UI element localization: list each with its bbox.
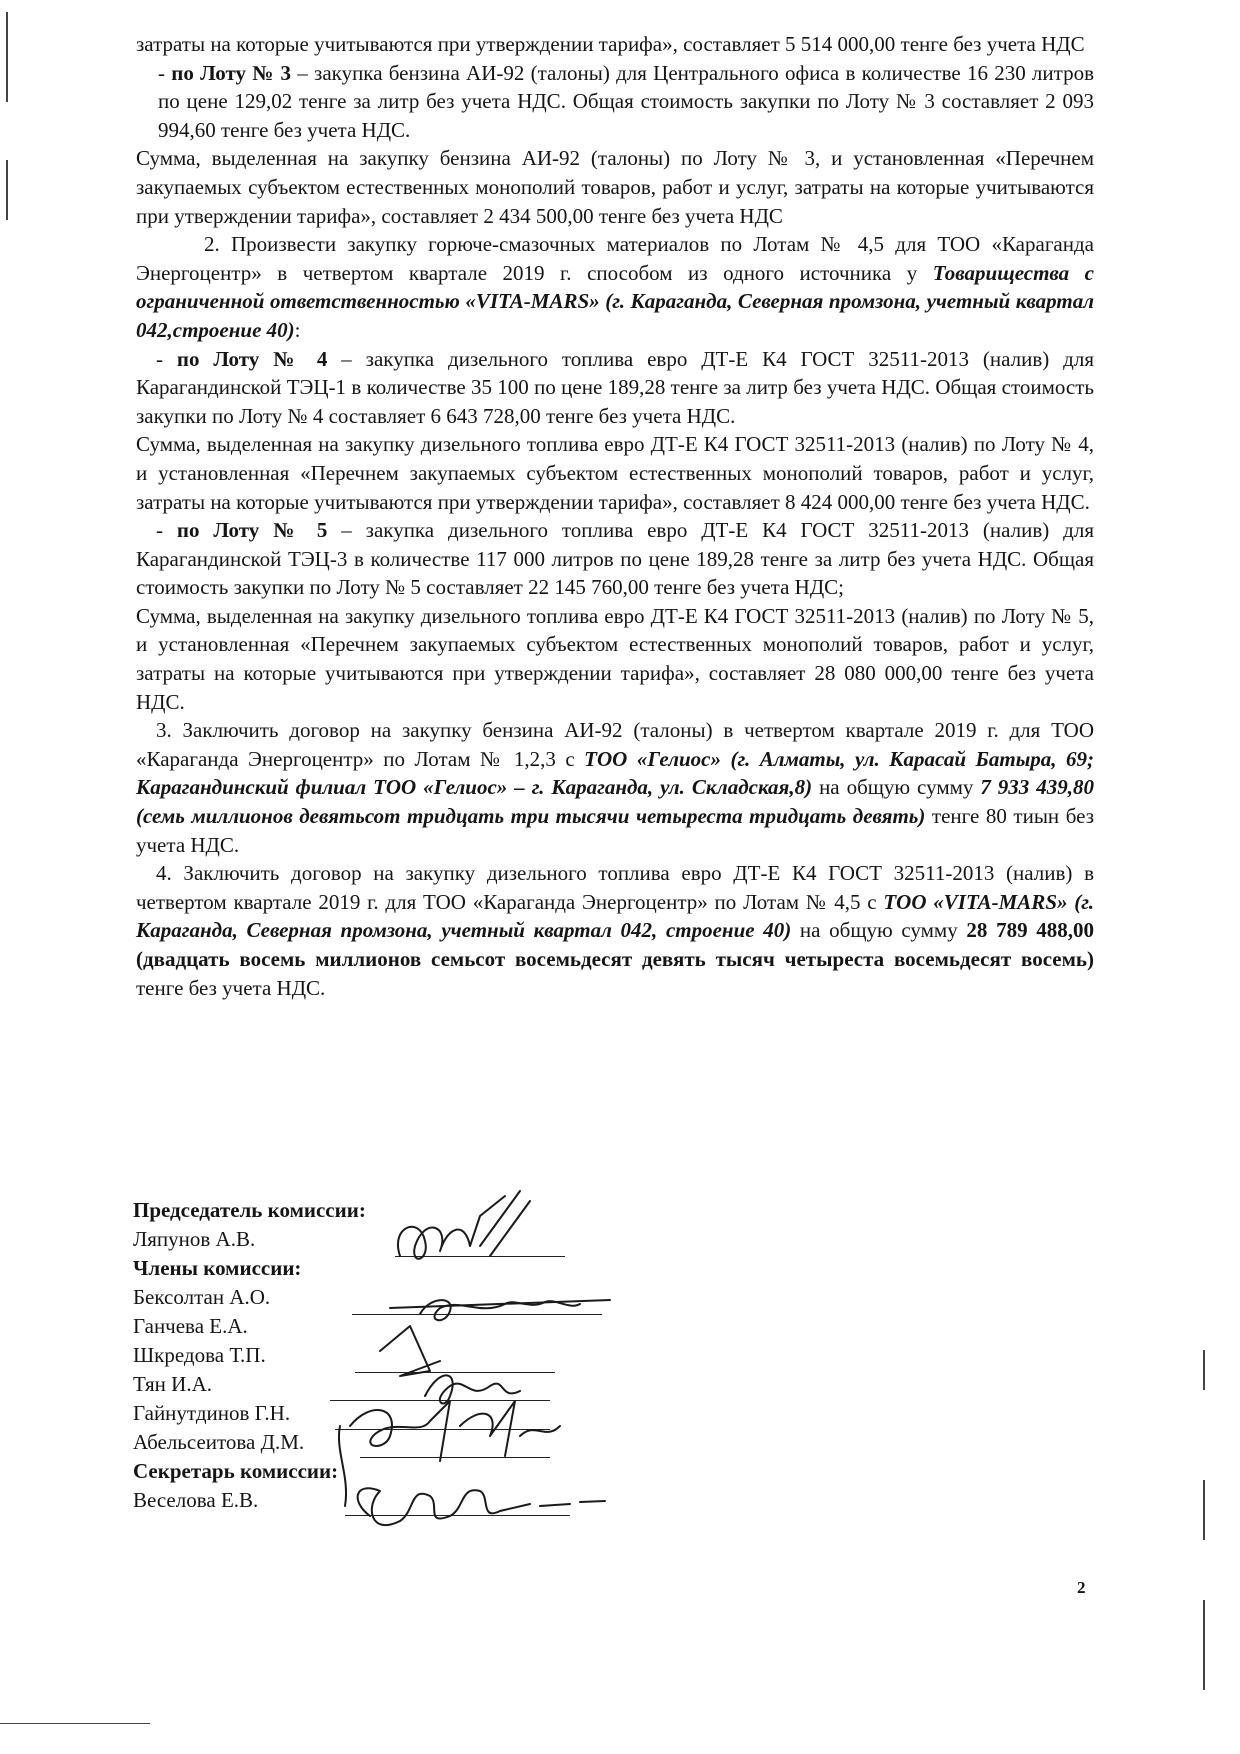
chairman-title: Председатель комиссии:	[133, 1198, 366, 1222]
page-number: 2	[1077, 1578, 1086, 1597]
paragraph-1: затраты на которые учитываются при утверждении тарифа», составляет 5 514 000,00 тенге без учета НДС	[136, 32, 1085, 56]
paragraph-item-4: 4. Заключить договор на закупку дизельного топлива евро ДТ-Е К4 ГОСТ 32511-2013 (налив) в четвертом квартале 2019 г. для ТОО «Караганда Энергоцентр» по Лотам № 4,5 с ТОО «VITA-MARS» (г. Караганда, Северная промзона, учетный квартал 042, строение 40) на общую сумму 28 789 488,00 (двадцать восемь миллионов семьсот восемьдесят девять тысяч четыреста восемьдесят восемь) тенге без учета НДС.	[136, 861, 1094, 1000]
secretary-name: Веселова Е.В.	[133, 1488, 259, 1512]
paragraph-item-2: 2. Произвести закупку горюче-смазочных материалов по Лотам № 4,5 для ТОО «Караганда Энергоцентр» в четвертом квартале 2019 г. способом из одного источника у Товарищества с ограниченной ответственностью «VITA-MARS» (г. Караганда, Северная промзона, учетный квартал 042,строение 40):	[136, 232, 1094, 342]
handwritten-signatures	[330, 1186, 630, 1546]
member-name: Ганчева Е.А.	[133, 1314, 248, 1338]
member-name: Шкредова Т.П.	[133, 1343, 266, 1367]
paragraph-lot-5-sum: Сумма, выделенная на закупку дизельного топлива евро ДТ-Е К4 ГОСТ 32511-2013 (налив) по Лоту № 5, и установленная «Перечнем закупаемых субъектом естественных монополий товаров, работ и услуг, затраты на которые учитываются при утверждении тарифа», составляет 28 080 000,00 тенге без учета НДС.	[136, 603, 1094, 714]
member-name: Тян И.А.	[133, 1372, 213, 1396]
body-text	[136, 30, 1094, 1002]
paragraph-lot-4-sum: Сумма, выделенная на закупку дизельного топлива евро ДТ-Е К4 ГОСТ 32511-2013 (налив) по Лоту № 4, и установленная «Перечнем закупаемых субъектом естественных монополий товаров, работ и услуг, затраты на которые учитываются при утверждении тарифа», составляет 8 424 000,00 тенге без учета НДС.	[136, 432, 1094, 514]
chairman-name: Ляпунов А.В.	[133, 1227, 256, 1251]
secretary-title: Секретарь комиссии:	[133, 1459, 339, 1483]
members-title: Члены комиссии:	[133, 1256, 302, 1280]
member-name: Гайнутдинов Г.Н.	[133, 1401, 291, 1425]
member-name: Бексолтан А.О.	[133, 1285, 271, 1309]
paragraph-lot-3: - по Лоту № 3 – закупка бензина АИ-92 (талоны) для Центрального офиса в количестве 16 230 литров по цене 129,02 тенге за литр без учета НДС. Общая стоимость закупки по Лоту № 3 составляет 2 093 994,60 тенге без учета НДС.	[158, 60, 1095, 142]
paragraph-lot-4: - по Лоту № 4 – закупка дизельного топлива евро ДТ-Е К4 ГОСТ 32511-2013 (налив) для Карагандинской ТЭЦ-1 в количестве 35 100 по цене 189,28 тенге за литр без учета НДС. Общая стоимость закупки по Лоту № 4 составляет 6 643 728,00 тенге без учета НДС.	[136, 346, 1094, 428]
paragraph-item-3: 3. Заключить договор на закупку бензина АИ-92 (талоны) в четвертом квартале 2019 г. для ТОО «Караганда Энергоцентр» по Лотам № 1,2,3 с ТОО «Гелиос» (г. Алматы, ул. Карасай Батыра, 69; Карагандинский филиал ТОО «Гелиос» – г. Караганда, ул. Складская,8) на общую сумму 7 933 439,80 (семь миллионов девятьсот тридцать три тысячи четыреста тридцать девять) тенге 80 тиын без учета НДС.	[136, 718, 1095, 857]
paragraph-lot-3-sum: Сумма, выделенная на закупку бензина АИ-92 (талоны) по Лоту № 3, и установленная «Перечнем закупаемых субъектом естественных монополий товаров, работ и услуг, затраты на которые учитываются при утверждении тарифа», составляет 2 434 500,00 тенге без учета НДС	[136, 146, 1094, 228]
member-name: Абельсеитова Д.М.	[133, 1430, 305, 1454]
paragraph-lot-5: - по Лоту № 5 – закупка дизельного топлива евро ДТ-Е К4 ГОСТ 32511-2013 (налив) для Карагандинской ТЭЦ-3 в количестве 117 000 литров по цене 189,28 тенге за литр без учета НДС. Общая стоимость закупки по Лоту № 5 составляет 22 145 760,00 тенге без учета НДС;	[136, 518, 1094, 600]
